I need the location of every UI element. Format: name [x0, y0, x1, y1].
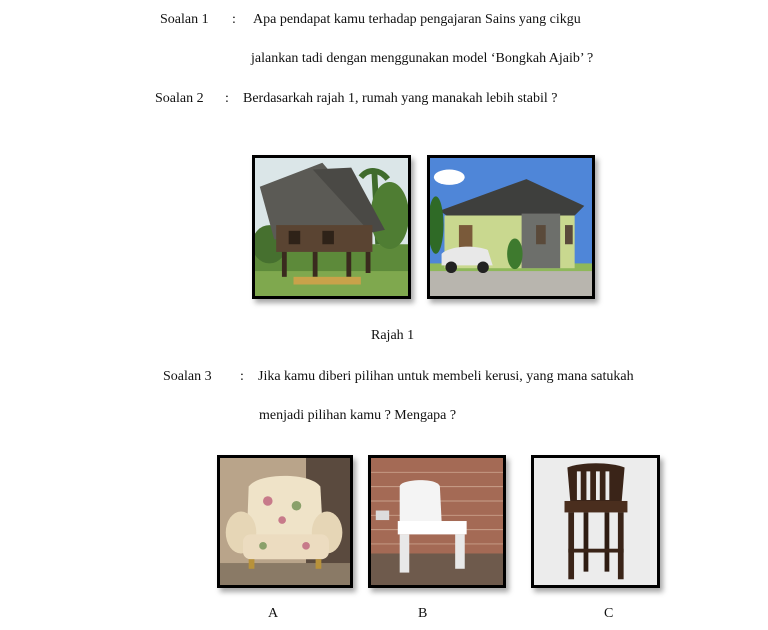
question-3-text-line2: menjadi pilihan kamu ? Mengapa ? — [259, 408, 457, 423]
chair-b-image — [368, 455, 506, 588]
armchair-picture — [220, 458, 350, 585]
question-3-colon: : — [240, 369, 244, 384]
question-1-label: Soalan 1 — [160, 12, 209, 27]
chair-c-image — [531, 455, 660, 588]
chair-c-label: C — [604, 606, 614, 621]
bar-stool-picture — [534, 458, 657, 585]
traditional-house-image — [252, 155, 411, 299]
chair-a-image — [217, 455, 353, 588]
modern-house-image — [427, 155, 595, 299]
question-3-text-line1: Jika kamu diberi pilihan untuk membeli kerusi, yang mana satukah — [258, 369, 634, 384]
question-3-label: Soalan 3 — [163, 369, 212, 384]
figure-caption: Rajah 1 — [371, 328, 415, 343]
white-block-chair-picture — [371, 458, 503, 585]
question-1-colon: : — [232, 12, 236, 27]
question-2-label: Soalan 2 — [155, 91, 204, 106]
modern-house-picture — [430, 158, 592, 296]
chair-b-label: B — [418, 606, 428, 621]
question-2-colon: : — [225, 91, 229, 106]
chair-a-label: A — [268, 606, 279, 621]
traditional-house-picture — [255, 158, 408, 296]
question-1-text-line2: jalankan tadi dengan menggunakan model ‘Bongkah Ajaib’ ? — [251, 51, 594, 66]
question-2-text-line1: Berdasarkah rajah 1, rumah yang manakah lebih stabil ? — [243, 91, 558, 106]
question-1-text-line1: Apa pendapat kamu terhadap pengajaran Sains yang cikgu — [253, 12, 581, 27]
